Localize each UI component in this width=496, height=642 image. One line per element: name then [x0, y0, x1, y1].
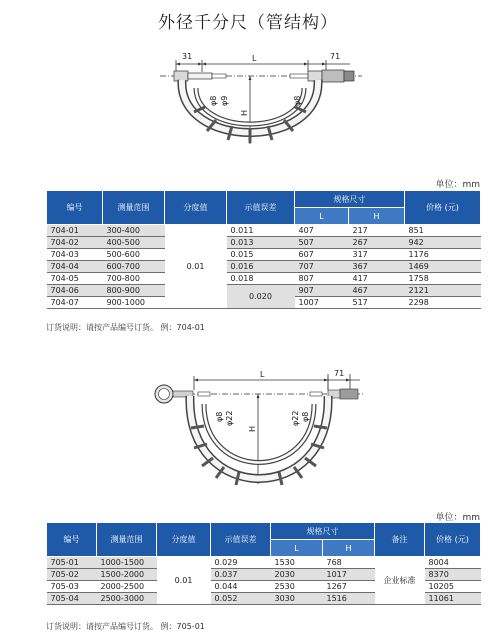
- dim-h-label-2: H: [248, 425, 257, 432]
- col-header-l-2: L: [271, 540, 323, 557]
- col-header-l: L: [295, 208, 349, 225]
- micrometer-diagram-1: [150, 40, 370, 182]
- table-row: 704-04 600-700 0.016 707 367 1469: [47, 261, 481, 273]
- col-header-h-2: H: [323, 540, 375, 557]
- phi-label-2: φ9: [220, 95, 229, 106]
- phi-label-2-3: φ22: [291, 410, 300, 426]
- resolution-cell: 0.01: [165, 225, 227, 309]
- phi-label-3: φ8: [293, 95, 302, 106]
- unit-label-2: 单位：mm: [435, 513, 480, 523]
- phi-label-1: φ8: [209, 95, 218, 106]
- table-row: 704-02 400-500 0.013 507 267 942: [47, 237, 481, 249]
- col-header-price-2: 价格 (元): [425, 523, 481, 557]
- col-header-remark-2: 备注: [375, 523, 425, 557]
- col-header-error: 示值误差: [227, 191, 295, 225]
- table-row: 704-05 700-800 0.018 807 417 1758: [47, 273, 481, 285]
- dim-h-label: H: [240, 109, 249, 116]
- order-note-1: 订货说明：请按产品编号订货。 例：704-01: [46, 323, 205, 332]
- table-row: 704-01 300-400 0.01 0.011 407 217 851: [47, 225, 481, 237]
- dim-right-label-2: 71: [334, 369, 345, 378]
- table-row: 704-06 800-900 0.020 907 467 2121: [47, 285, 481, 297]
- phi-label-2-1: φ8: [215, 411, 224, 422]
- phi-label-2-2: φ22: [225, 410, 234, 426]
- spec-table-1: [46, 190, 481, 309]
- col-header-price: 价格 (元): [405, 191, 481, 225]
- unit-label-1: 单位：mm: [435, 180, 480, 190]
- table-row: 704-03 500-600 0.015 607 317 1176: [47, 249, 481, 261]
- col-header-error-2: 示值误差: [211, 523, 271, 557]
- table-row: 705-04 2500-3000 0.052 3030 1516 11061: [47, 593, 481, 605]
- col-header-h: H: [349, 208, 405, 225]
- dim-left-label: 31: [182, 52, 193, 61]
- col-header-code-2: 编号: [47, 523, 97, 557]
- order-note-2: 订货说明：请按产品编号订货。 例：705-01: [46, 622, 205, 631]
- col-header-code: 编号: [47, 191, 103, 225]
- dim-right-label: 71: [330, 52, 341, 61]
- micrometer-diagram-2: [150, 366, 370, 496]
- table-row: 704-07 900-1000 1007 517 2298: [47, 297, 481, 309]
- spec-table-2: [46, 522, 481, 605]
- table-row: 705-01 1000-1500 0.01 0.029 1530 768 企业标准 8004: [47, 557, 481, 569]
- page-title: 外径千分尺（管结构）: [158, 13, 338, 33]
- phi-label-2-4: φ8: [301, 411, 310, 422]
- col-header-resolution-2: 分度值: [157, 523, 211, 557]
- resolution-cell-2: 0.01: [157, 557, 211, 605]
- col-header-resolution: 分度值: [165, 191, 227, 225]
- col-header-range-2: 测量范围: [97, 523, 157, 557]
- table-row: 705-02 1500-2000 0.037 2030 1017 8370: [47, 569, 481, 581]
- col-header-size-2: 规格尺寸: [271, 523, 375, 540]
- col-header-range: 测量范围: [103, 191, 165, 225]
- table-row: 705-03 2000-2500 0.044 2530 1267 10205: [47, 581, 481, 593]
- dim-l-label: L: [252, 54, 257, 63]
- col-header-size: 规格尺寸: [295, 191, 405, 208]
- remark-cell: 企业标准: [375, 557, 425, 605]
- dim-l-label-2: L: [260, 370, 265, 379]
